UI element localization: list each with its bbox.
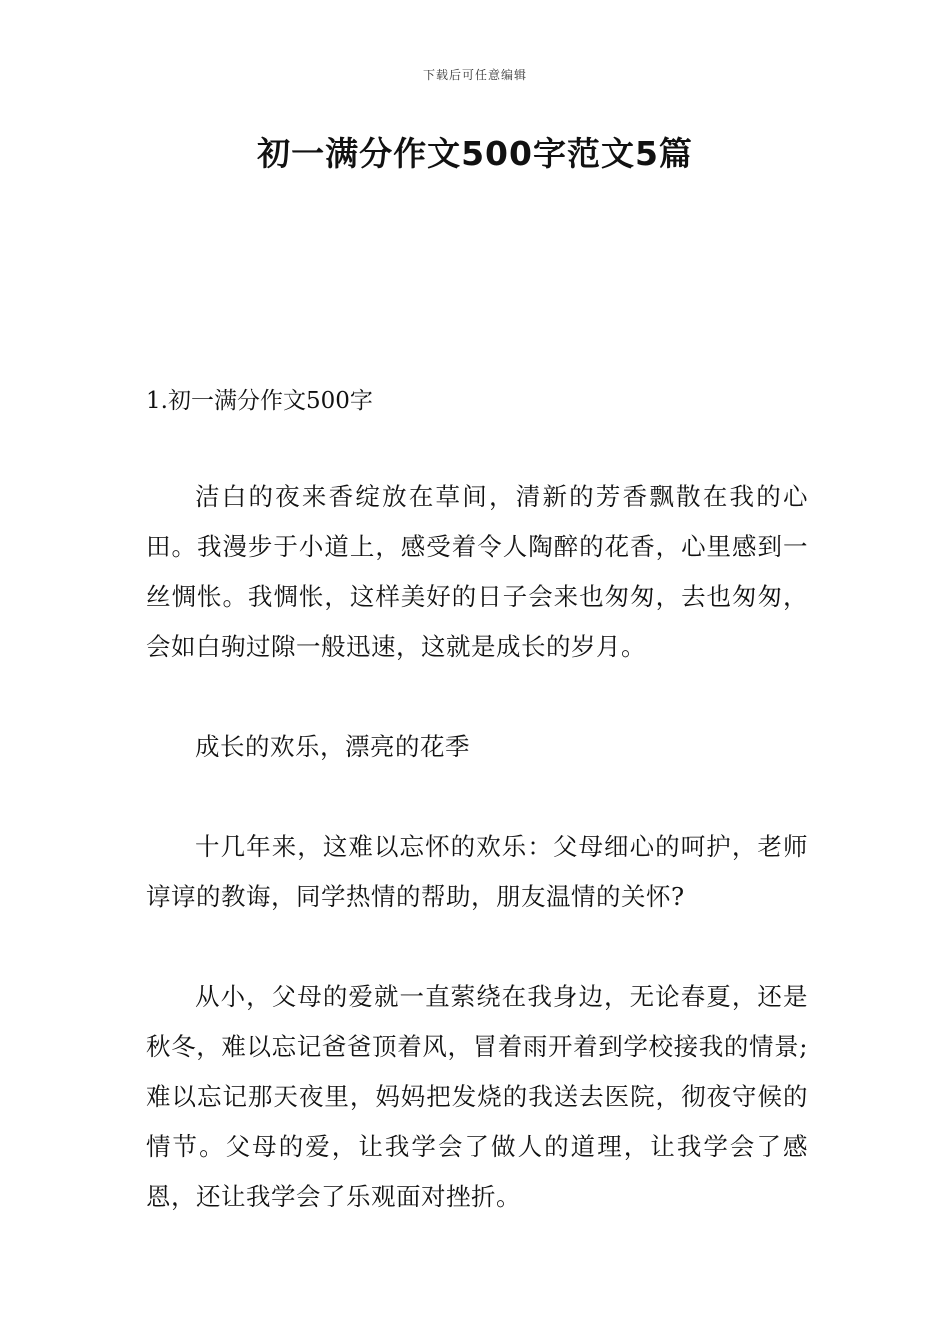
paragraph-2: 成长的欢乐，漂亮的花季 <box>195 732 470 761</box>
header-note: 下载后可任意编辑 <box>422 68 527 82</box>
paragraph-1: 洁白的夜来香绽放在草间，清新的芳香飘散在我的心田。我漫步于小道上，感受着令人陶醉的花香，心里感到一丝惆怅。我惆怅，这样美好的日子会来也匆匆，去也匆匆，会如白驹过隙一般迅速，这就是成长的岁月。 <box>146 482 808 661</box>
section-heading: 1.初一满分作文500字 <box>146 388 373 414</box>
paragraph-4: 从小，父母的爱就一直萦绕在我身边，无论春夏，还是秋冬，难以忘记爸爸顶着风，冒着雨开着到学校接我的情景;难以忘记那天夜里，妈妈把发烧的我送去医院，彻夜守候的情节。父母的爱，让我学会了做人的道理，让我学会了感恩，还让我学会了乐观面对挫折。 <box>146 982 808 1211</box>
document-title: 初一满分作文500字范文5篇 <box>257 134 693 173</box>
paragraph-3: 十几年来，这难以忘怀的欢乐：父母细心的呵护，老师谆谆的教诲，同学热情的帮助，朋友温情的关怀? <box>146 832 808 911</box>
